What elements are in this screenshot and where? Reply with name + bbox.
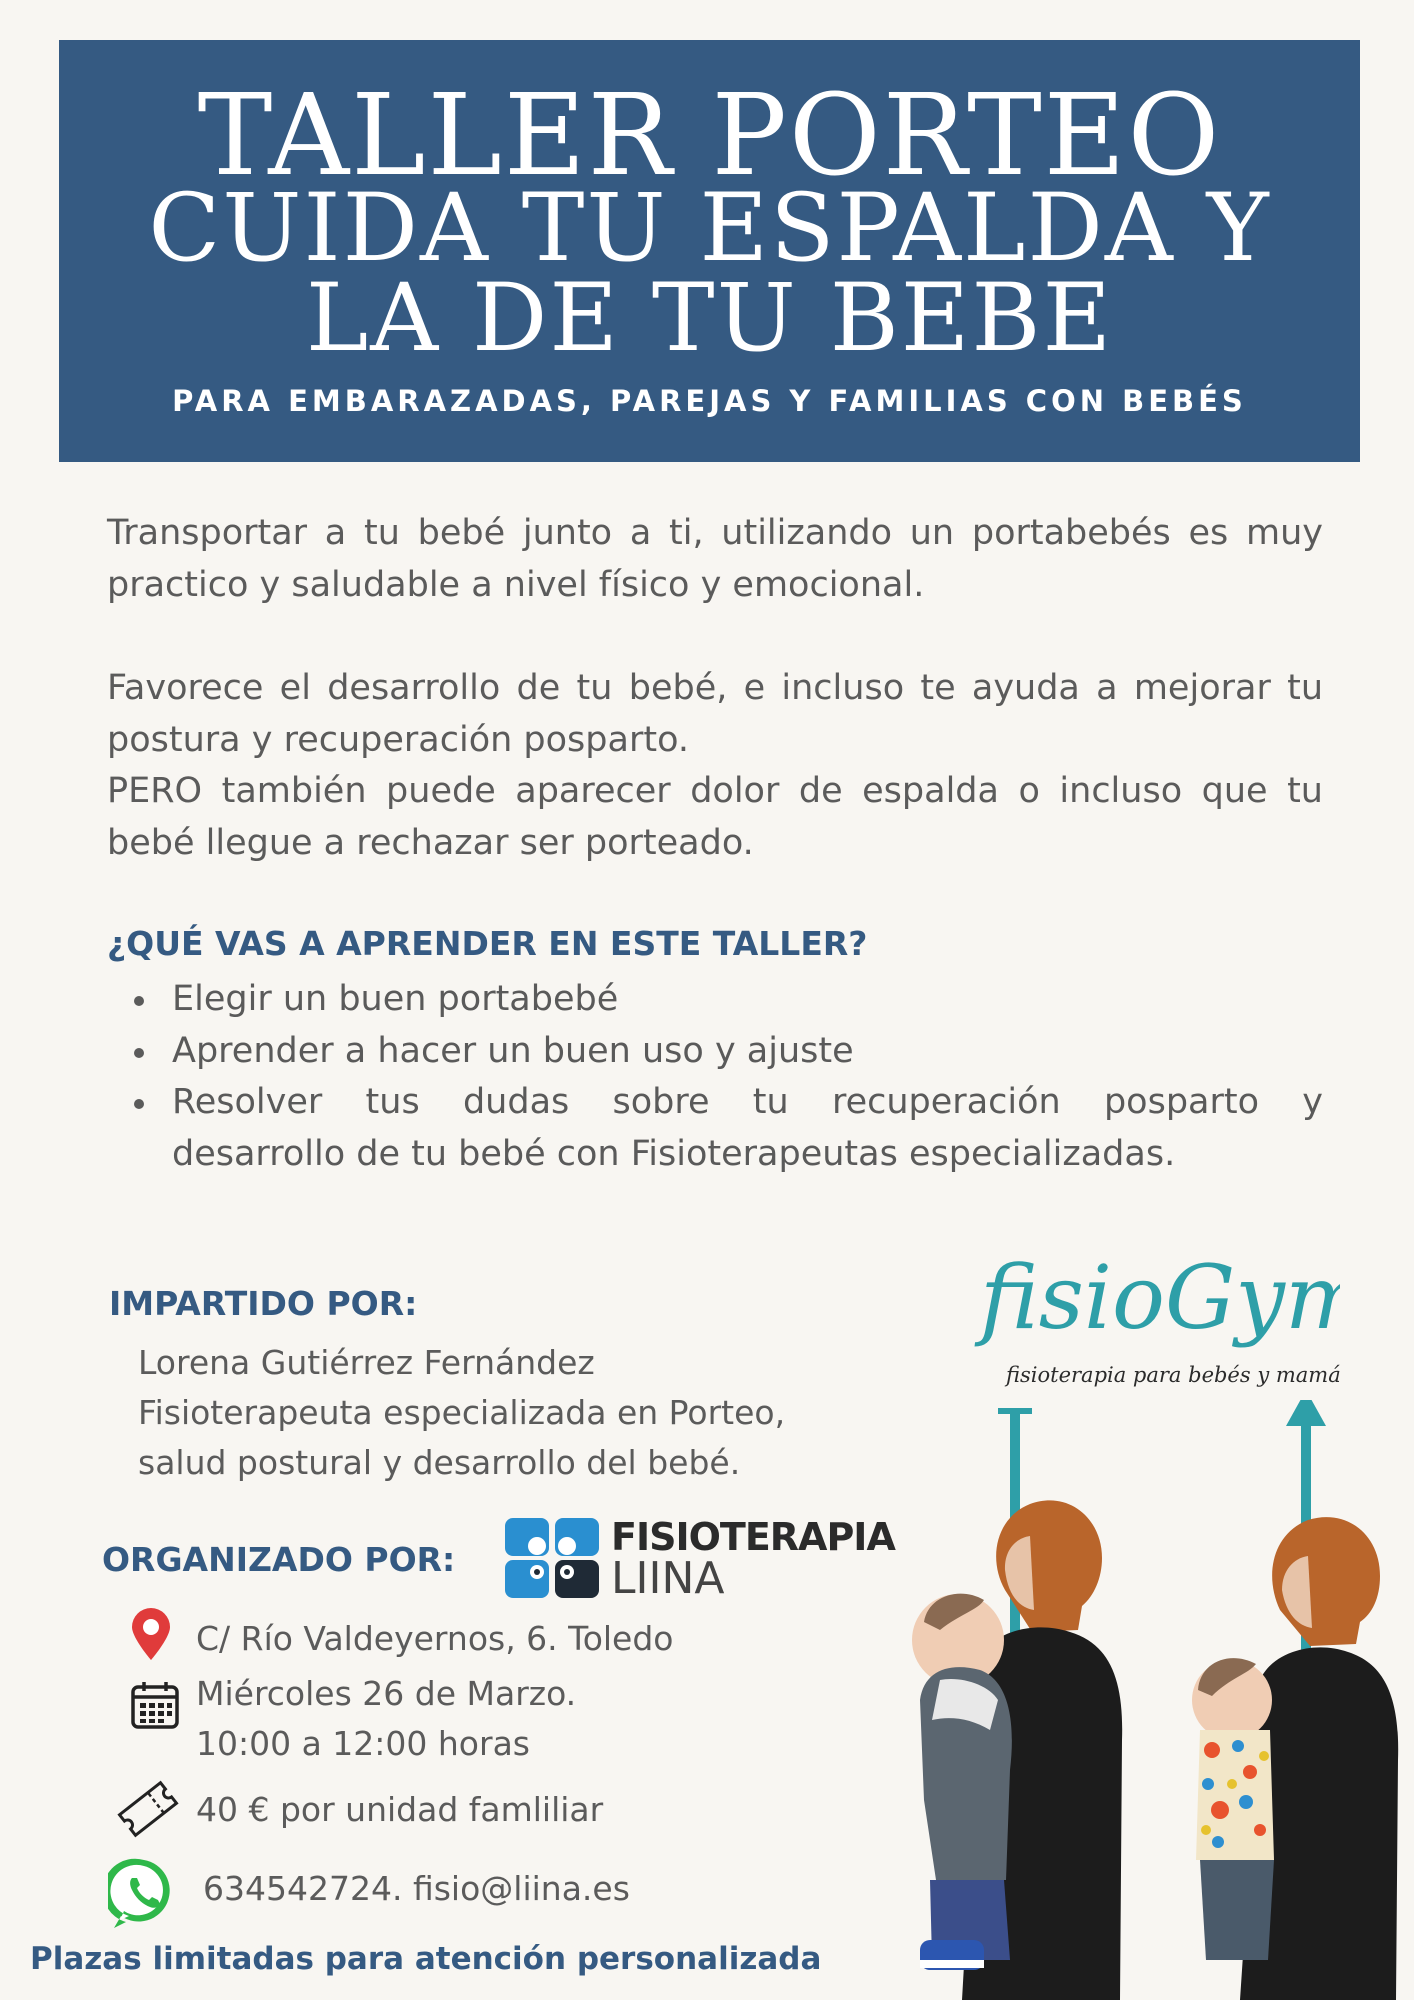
liina-logo-line-2: LIINA <box>611 1553 725 1604</box>
fisiogym-logo <box>960 1220 1340 1400</box>
list-item-line-1: Resolver tus dudas sobre tu recuperación posparto y <box>172 1082 1323 1122</box>
instructor-role-2: salud postural y desarrollo del bebé. <box>138 1443 741 1482</box>
title-line-3: LA DE TU BEBE <box>305 264 1114 373</box>
intro-paragraph-2: Favorece el desarrollo de tu bebé, e incluso te ayuda a mejorar tu postura y recuperación posparto. <box>107 668 1323 760</box>
fisiogym-logo-wordmark: fisioGym <box>980 1246 1340 1349</box>
whatsapp-icon <box>108 1856 180 1932</box>
arrow-up-icon <box>1286 1400 1326 1426</box>
fisiogym-logo-tagline: fisioterapia para bebés y mamás <box>1006 1363 1340 1387</box>
time-line: 10:00 a 12:00 horas <box>196 1724 530 1763</box>
date-line: Miércoles 26 de Marzo. <box>196 1674 577 1713</box>
title-line-1: TALLER PORTEO <box>197 71 1222 201</box>
learn-heading: ¿QUÉ VAS A APRENDER EN ESTE TALLER? <box>107 924 868 963</box>
list-item: Aprender a hacer un buen uso y ajuste <box>107 1026 1323 1078</box>
instructor-info <box>138 1338 785 1488</box>
intro-paragraph-1: Transportar a tu bebé junto a ti, utilizando un portabebés es muy practico y saludable a nivel físico y emocional. <box>107 513 1323 605</box>
list-item <box>107 1077 1323 1180</box>
price-text: 40 € por unidad famliliar <box>196 1790 604 1829</box>
footer-note: Plazas limitadas para atención personalizada <box>30 1941 822 1977</box>
instructor-name: Lorena Gutiérrez Fernández <box>138 1343 595 1382</box>
instructor-heading: IMPARTIDO POR: <box>109 1284 418 1323</box>
liina-logo-line-1: FISIOTERAPIA <box>611 1515 895 1559</box>
subtitle: PARA EMBARAZADAS, PAREJAS Y FAMILIAS CON BEBÉS <box>172 384 1247 418</box>
organizer-heading: ORGANIZADO POR: <box>102 1540 456 1579</box>
intro-paragraph-3: PERO también puede aparecer dolor de espalda o incluso que tu bebé llegue a rechazar ser porteado. <box>107 771 1323 863</box>
learn-list <box>107 974 1323 1180</box>
liina-logo-icon <box>503 1516 603 1600</box>
map-pin-icon <box>126 1608 176 1662</box>
calendar-icon <box>130 1680 180 1730</box>
list-item-line-2: desarrollo de tu bebé con Fisioterapeutas especializadas. <box>172 1133 1176 1174</box>
babywearing-photo <box>820 1400 1414 2000</box>
date-text <box>196 1669 576 1769</box>
title-line-2: CUIDA TU ESPALDA Y <box>148 174 1271 283</box>
header-banner <box>59 40 1360 462</box>
list-item: Elegir un buen portabebé <box>107 974 1323 1026</box>
address-text: C/ Río Valdeyernos, 6. Toledo <box>196 1619 674 1658</box>
instructor-role-1: Fisioterapeuta especializada en Porteo, <box>138 1393 786 1432</box>
ticket-icon <box>116 1780 180 1838</box>
contact-text: 634542724. fisio@liina.es <box>203 1869 630 1908</box>
